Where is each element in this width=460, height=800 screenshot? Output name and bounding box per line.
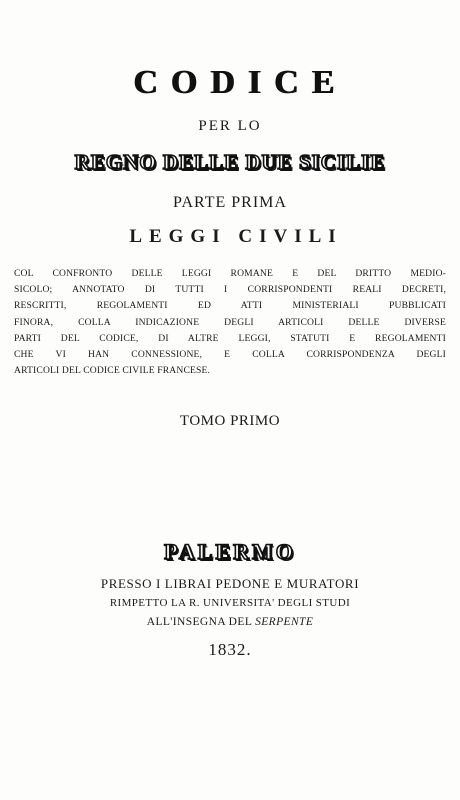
sign-name: SERPENTE (255, 616, 314, 628)
description-line: COL CONFRONTO DELLE LEGGI ROMANE E DEL DRITTO MEDIO- (14, 268, 446, 279)
subject-title: LEGGI CIVILI (129, 226, 343, 247)
description-block (14, 266, 446, 379)
city-name: PALERMO (164, 539, 296, 564)
address-line: RIMPETTO LA R. UNIVERSITA' DEGLI STUDI (109, 597, 351, 609)
description-line: SICOLO; ANNOTATO DI TUTTI I CORRISPONDENTI REALI DECRETI, (14, 284, 446, 296)
kingdom-title: REGNO DELLE DUE SICILIE (74, 150, 386, 174)
description-line: CHE VI HAN CONNESSIONE, E COLLA CORRISPONDENZA DEGLI (14, 349, 446, 361)
sign-prefix: ALL'INSEGNA DEL (146, 616, 252, 628)
publication-year: 1832. (208, 640, 252, 659)
sign-line (0, 616, 460, 628)
title-connector: PER LO (198, 118, 262, 134)
description-line: ARTICOLI DEL CODICE CIVILE FRANCESE. (14, 365, 211, 377)
description-line: PARTI DEL CODICE, DI ALTRE LEGGI, STATUTI E REGOLAMENTI (14, 332, 446, 344)
part-label: PARTE PRIMA (173, 194, 287, 211)
description-line: FINORA, COLLA INDICAZIONE DEGLI ARTICOLI DELLE DIVERSE (14, 316, 446, 328)
volume-label: TOMO PRIMO (179, 413, 281, 429)
book-title: CODICE (132, 64, 348, 101)
description-line: RESCRITTI, REGOLAMENTI ED ATTI MINISTERIALI PUBBLICATI (14, 300, 446, 312)
publisher-line: PRESSO I LIBRAI PEDONE E MURATORI (100, 576, 360, 591)
